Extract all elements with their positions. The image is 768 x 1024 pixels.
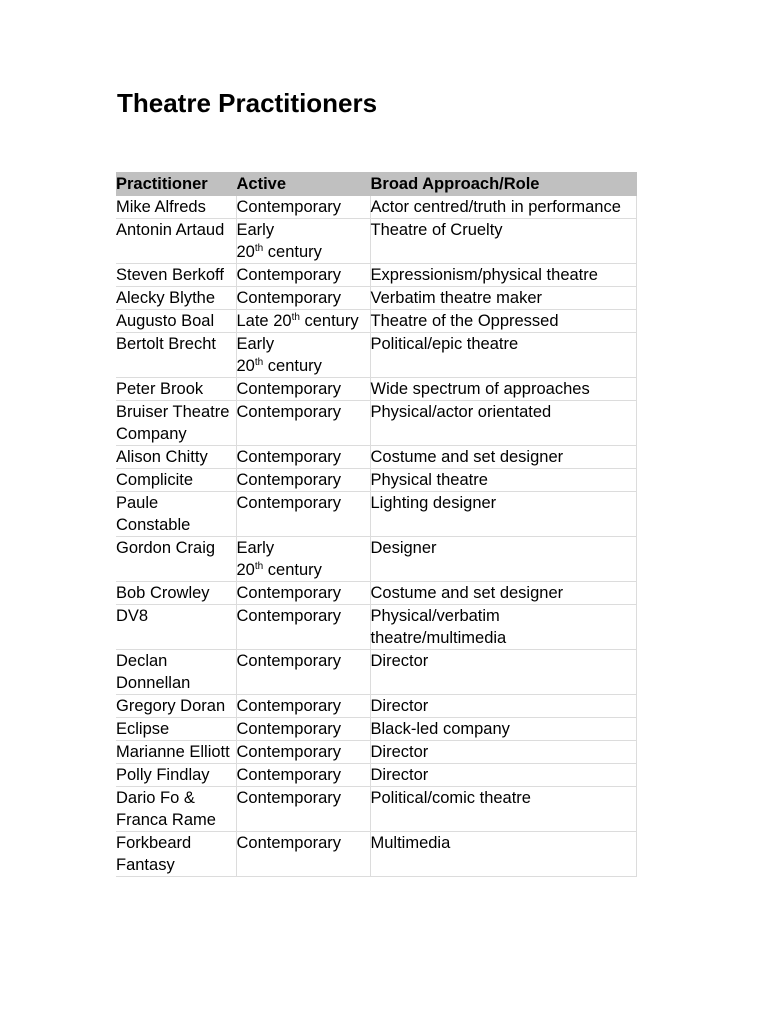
active-text: Early: [236, 221, 275, 239]
cell-practitioner: Bertolt Brecht: [116, 333, 236, 378]
cell-practitioner: Gordon Craig: [116, 537, 236, 582]
cell-practitioner: Complicite: [116, 469, 236, 492]
table-row: [116, 219, 636, 264]
active-century-number: 20: [236, 243, 255, 261]
table-row: [116, 832, 636, 877]
table-row: [116, 469, 636, 492]
cell-role: Costume and set designer: [370, 446, 636, 469]
active-text-suffix: century: [263, 243, 322, 261]
table-row: [116, 492, 636, 537]
column-header-practitioner: Practitioner: [116, 173, 236, 196]
cell-role: Wide spectrum of approaches: [370, 378, 636, 401]
cell-practitioner: Steven Berkoff: [116, 264, 236, 287]
cell-active: Contemporary: [236, 287, 370, 310]
cell-active: Contemporary: [236, 787, 370, 832]
cell-active: [236, 310, 370, 333]
cell-role: Designer: [370, 537, 636, 582]
active-text: Early: [236, 335, 275, 353]
cell-practitioner: DV8: [116, 605, 236, 650]
cell-practitioner: Peter Brook: [116, 378, 236, 401]
cell-active: Contemporary: [236, 401, 370, 446]
cell-active: Contemporary: [236, 196, 370, 219]
column-header-role: Broad Approach/Role: [370, 173, 636, 196]
active-text: Late 20: [236, 312, 292, 330]
table-body: [116, 196, 636, 877]
cell-role: Verbatim theatre maker: [370, 287, 636, 310]
cell-practitioner: Mike Alfreds: [116, 196, 236, 219]
cell-role: Director: [370, 741, 636, 764]
cell-active: Contemporary: [236, 264, 370, 287]
column-header-active: Active: [236, 173, 370, 196]
cell-role: Theatre of the Oppressed: [370, 310, 636, 333]
cell-role: Black-led company: [370, 718, 636, 741]
cell-practitioner: Antonin Artaud: [116, 219, 236, 264]
table-header-row: [116, 173, 636, 196]
active-text-suffix: century: [263, 357, 322, 375]
cell-active: Contemporary: [236, 492, 370, 537]
cell-role: Physical theatre: [370, 469, 636, 492]
active-text-suffix: century: [299, 312, 359, 330]
active-text: Early: [236, 539, 275, 557]
cell-active: [236, 537, 370, 582]
table-row: [116, 333, 636, 378]
table-row: [116, 287, 636, 310]
cell-practitioner: Marianne Elliott: [116, 741, 236, 764]
table-row: [116, 650, 636, 695]
cell-active: Contemporary: [236, 764, 370, 787]
table-row: [116, 446, 636, 469]
cell-active: Contemporary: [236, 582, 370, 605]
cell-role: Actor centred/truth in performance: [370, 196, 636, 219]
cell-active: Contemporary: [236, 832, 370, 877]
table-row: [116, 764, 636, 787]
table-row: [116, 378, 636, 401]
cell-role: Multimedia: [370, 832, 636, 877]
table-row: [116, 401, 636, 446]
cell-active: Contemporary: [236, 469, 370, 492]
table-row: [116, 582, 636, 605]
cell-practitioner: Dario Fo & Franca Rame: [116, 787, 236, 832]
practitioners-table: [116, 172, 637, 877]
cell-role: Director: [370, 764, 636, 787]
ordinal-suffix: th: [254, 243, 264, 254]
cell-role: Political/comic theatre: [370, 787, 636, 832]
cell-active: [236, 219, 370, 264]
cell-practitioner: Gregory Doran: [116, 695, 236, 718]
ordinal-suffix: th: [254, 357, 264, 368]
page-title: Theatre Practitioners: [117, 88, 378, 118]
cell-active: Contemporary: [236, 378, 370, 401]
active-century-number: 20: [236, 561, 255, 579]
cell-practitioner: Augusto Boal: [116, 310, 236, 333]
active-text-suffix: century: [263, 561, 322, 579]
cell-practitioner: Polly Findlay: [116, 764, 236, 787]
cell-role: Physical/actor orientated: [370, 401, 636, 446]
cell-role: Theatre of Cruelty: [370, 219, 636, 264]
cell-role: Costume and set designer: [370, 582, 636, 605]
cell-practitioner: Declan Donnellan: [116, 650, 236, 695]
table-row: [116, 695, 636, 718]
table-row: [116, 605, 636, 650]
active-century-number: 20: [236, 357, 255, 375]
cell-role: Lighting designer: [370, 492, 636, 537]
table-row: [116, 718, 636, 741]
cell-practitioner: Eclipse: [116, 718, 236, 741]
cell-active: Contemporary: [236, 446, 370, 469]
ordinal-suffix: th: [254, 561, 264, 572]
cell-practitioner: Alison Chitty: [116, 446, 236, 469]
cell-role: Physical/verbatim theatre/multimedia: [370, 605, 636, 650]
cell-active: Contemporary: [236, 741, 370, 764]
table-row: [116, 537, 636, 582]
table-row: [116, 196, 636, 219]
cell-practitioner: Paule Constable: [116, 492, 236, 537]
table-row: [116, 741, 636, 764]
cell-role: Director: [370, 695, 636, 718]
cell-active: Contemporary: [236, 605, 370, 650]
cell-practitioner: Bruiser Theatre Company: [116, 401, 236, 446]
ordinal-suffix: th: [291, 312, 300, 323]
cell-active: [236, 333, 370, 378]
cell-role: Director: [370, 650, 636, 695]
cell-practitioner: Forkbeard Fantasy: [116, 832, 236, 877]
cell-active: Contemporary: [236, 695, 370, 718]
cell-practitioner: Alecky Blythe: [116, 287, 236, 310]
cell-role: Expressionism/physical theatre: [370, 264, 636, 287]
table-row: [116, 787, 636, 832]
cell-active: Contemporary: [236, 650, 370, 695]
table-row: [116, 310, 636, 333]
cell-active: Contemporary: [236, 718, 370, 741]
cell-role: Political/epic theatre: [370, 333, 636, 378]
table-row: [116, 264, 636, 287]
cell-practitioner: Bob Crowley: [116, 582, 236, 605]
